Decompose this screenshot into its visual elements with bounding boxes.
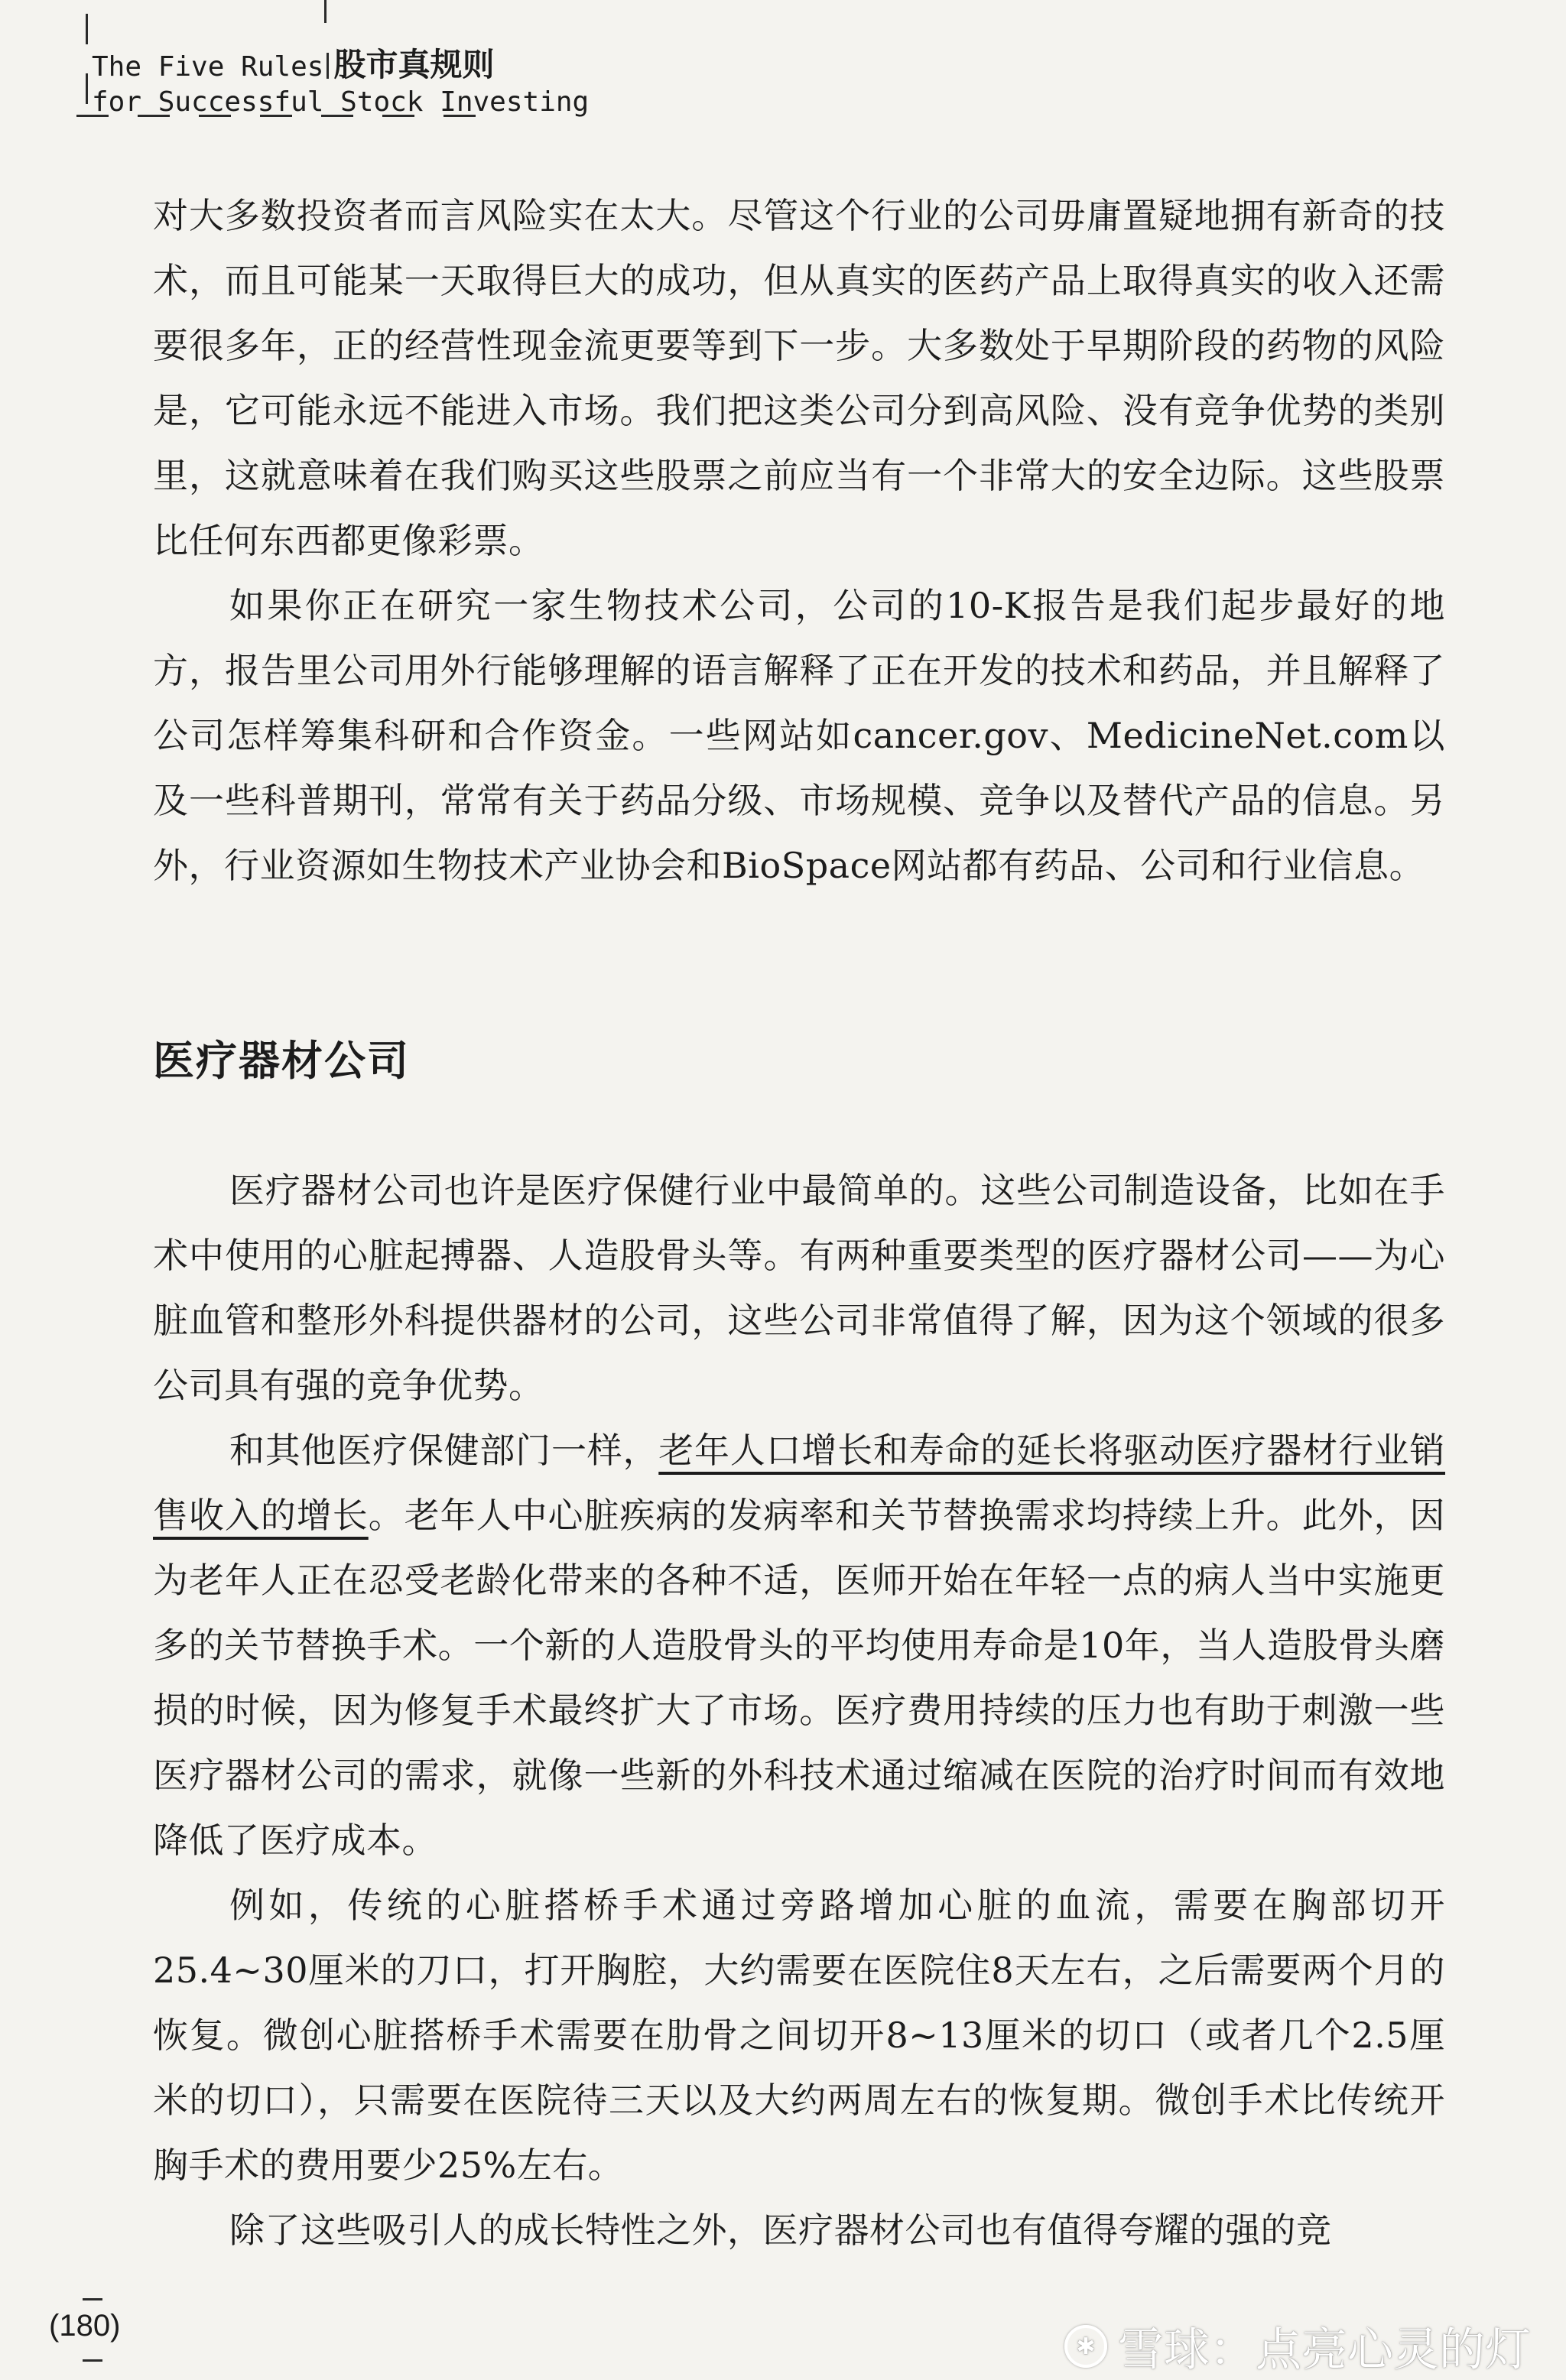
header-rule-top-right — [324, 0, 327, 23]
body-text-bottom — [153, 1158, 1445, 2263]
page-number: (180) — [49, 2309, 121, 2343]
page-number-bar-top — [83, 2298, 102, 2300]
paragraph-aging-rest: 。老年人中心脏疾病的发病率和关节替换需求均持续上升。此外，因为老年人正在忍受老龄化带来的各种不适，医师开始在年轻一点的病人当中实施更多的关节替换手术。一个新的人造股骨头的平均使用寿命是10年，当人造股骨头磨损的时候，因为修复手术最终扩大了市场。医疗费用持续的压力也有助于刺激一些医疗器材公司的需求，就像一些新的外科技术通过缩减在医院的治疗时间而有效地降低了医疗成本。 — [153, 1495, 1446, 1861]
paragraph-bypass-example: 例如，传统的心脏搭桥手术通过旁路增加心脏的血流，需要在胸部切开25.4~30厘米的刀口，打开胸腔，大约需要在医院住8天左右，之后需要两个月的恢复。微创心脏搭桥手术需要在肋骨之间切开8~13厘米的切口（或者几个2.5厘米的切口），只需要在医院待三天以及大约两周左右的恢复期。微创手术比传统开胸手术的费用要少25%左右。 — [153, 1885, 1445, 2186]
body-text-top — [153, 183, 1445, 898]
header-title-en-line1: The Five Rules — [92, 51, 324, 83]
page-number-value: 180 — [59, 2309, 111, 2343]
header-rule-left-bottom — [86, 73, 88, 104]
paragraph-aging-demand — [153, 1418, 1445, 1873]
header-separator — [327, 53, 329, 79]
paragraph-medical-device-intro: 医疗器材公司也许是医疗保健行业中最简单的。这些公司制造设备，比如在手术中使用的心脏起搏器、人造股骨头等。有两种重要类型的医疗器材公司——为心脏血管和整形外科提供器材的公司，这些公司非常值得了解，因为这个领域的很多公司具有强的竞争优势。 — [153, 1170, 1445, 1406]
header-rule-left-top — [86, 14, 88, 44]
header-title-cn: 股市真规则 — [333, 46, 495, 83]
paragraph-aging-lead: 和其他医疗保健部门一样， — [229, 1430, 659, 1471]
section-title: 医疗器材公司 — [153, 1037, 410, 1085]
handwritten-underline-text: 老年人口增长和寿命的延长将驱动医疗器材行业销售收入的增长 — [153, 1430, 1446, 1536]
running-header — [92, 47, 589, 120]
paragraph-biotech-research: 如果你正在研究一家生物技术公司，公司的10-K报告是我们起步最好的地方，报告里公司用外行能够理解的语言解释了正在开发的技术和药品，并且解释了公司怎样筹集科研和合作资金。一些网站如cancer.gov、MedicineNet.com以及一些科普期刊，常常有关于药品分级、市场规模、竞争以及替代产品的信息。另外，行业资源如生物技术产业协会和BioSpace网站都有药品、公司和行业信息。 — [153, 585, 1445, 886]
header-title-en-line2: for Successful Stock Investing — [92, 86, 590, 118]
snowball-logo-icon: ✱ — [1064, 2325, 1107, 2368]
paragraph-competitive-advantage: 除了这些吸引人的成长特性之外，医疗器材公司也有值得夸耀的强的竞 — [229, 2210, 1332, 2251]
watermark — [1064, 2313, 1531, 2379]
page-number-bar-bottom — [83, 2359, 102, 2362]
paragraph-biotech-risk: 对大多数投资者而言风险实在太大。尽管这个行业的公司毋庸置疑地拥有新奇的技术，而且可能某一天取得巨大的成功，但从真实的医药产品上取得真实的收入还需要很多年，正的经营性现金流更要等到下一步。大多数处于早期阶段的药物的风险是，它可能永远不能进入市场。我们把这类公司分到高风险、没有竞争优势的类别里，这就意味着在我们购买这些股票之前应当有一个非常大的安全边际。这些股票比任何东西都更像彩票。 — [153, 195, 1445, 561]
watermark-text: 雪球：点亮心灵的灯 — [1118, 2323, 1531, 2377]
